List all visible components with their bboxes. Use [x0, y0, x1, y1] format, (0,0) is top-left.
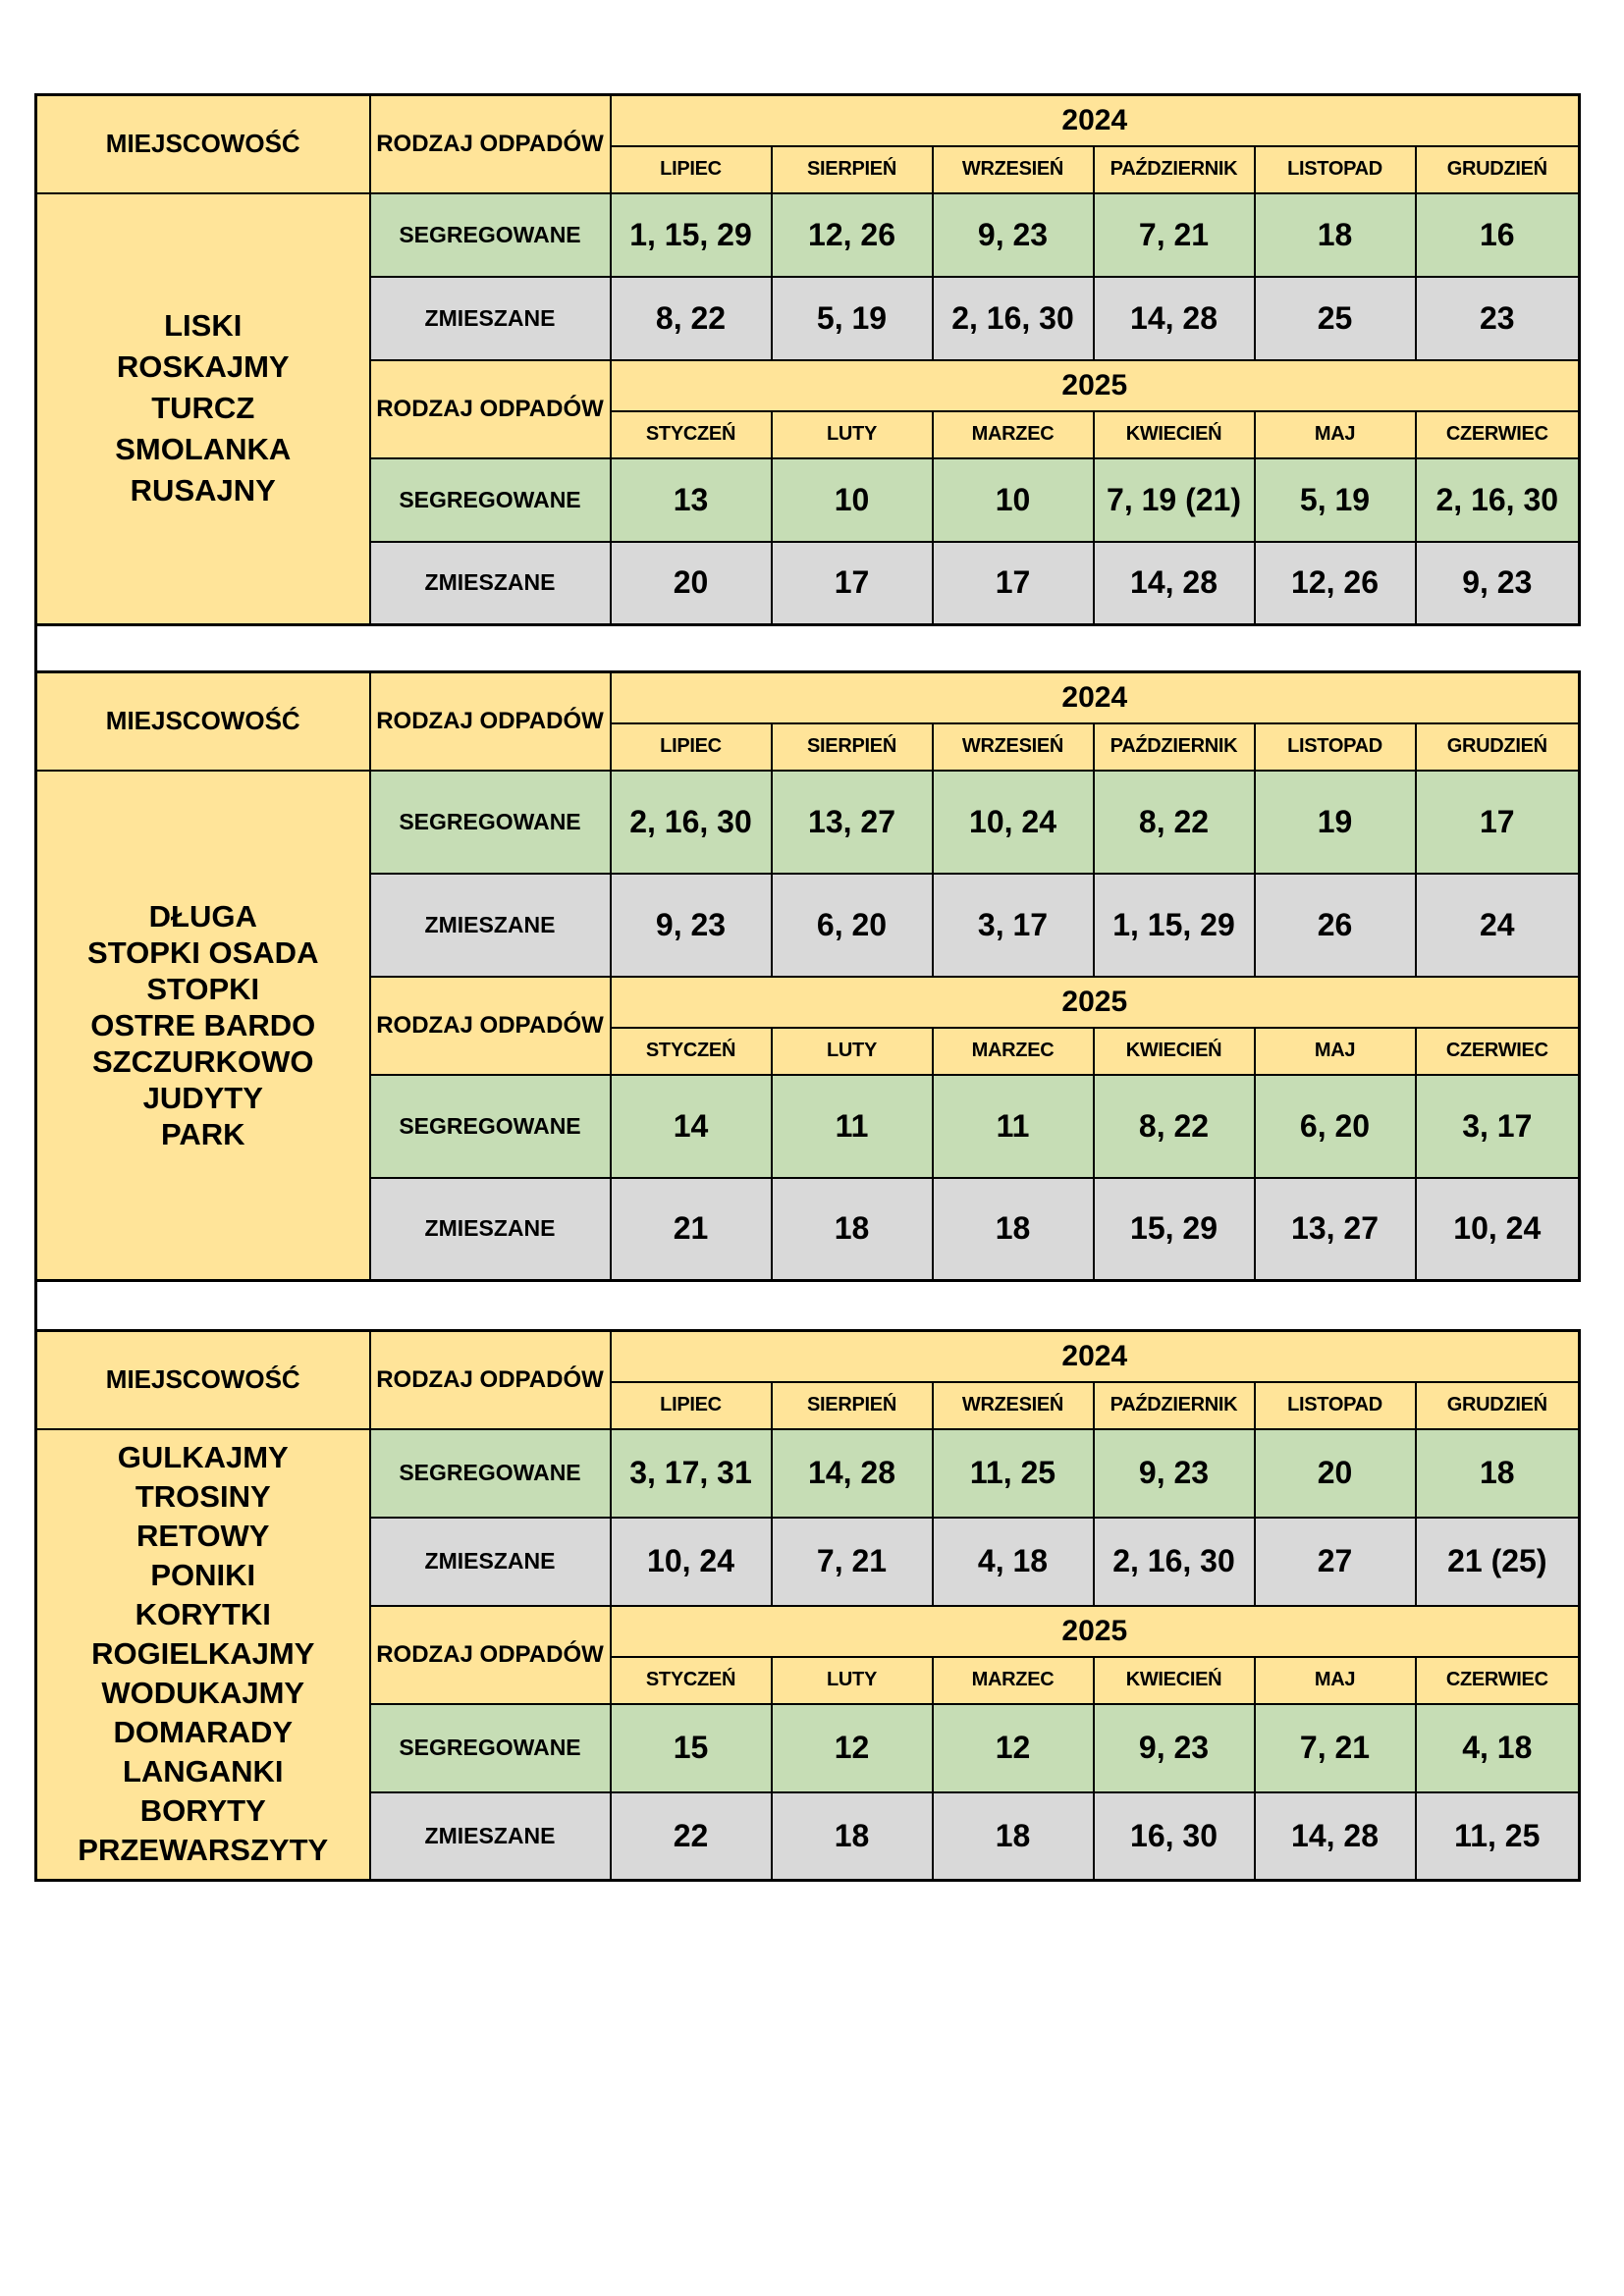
locality-item: DŁUGA [148, 898, 257, 934]
date-cell: 13 [611, 458, 772, 542]
locality-list [36, 771, 370, 1281]
date-cell: 18 [772, 1178, 933, 1281]
rodzaj-odpadow-header: RODZAJ ODPADÓW [370, 977, 611, 1075]
month-header: LIPIEC [611, 1382, 772, 1429]
date-cell: 18 [933, 1792, 1094, 1881]
month-header: KWIECIEŃ [1094, 411, 1255, 458]
locality-item: ROGIELKAJMY [91, 1636, 315, 1672]
waste-type-zmieszane: ZMIESZANE [370, 542, 611, 625]
year-header-2025: 2025 [611, 360, 1580, 411]
month-header: LUTY [772, 411, 933, 458]
date-cell: 19 [1255, 771, 1416, 874]
year-header-2025: 2025 [611, 977, 1580, 1028]
month-header: LISTOPAD [1255, 146, 1416, 193]
month-header: CZERWIEC [1416, 1028, 1580, 1075]
locality-item: TROSINY [135, 1479, 271, 1515]
year-header-2024: 2024 [611, 95, 1580, 146]
date-cell: 4, 18 [1416, 1704, 1580, 1792]
date-cell: 2, 16, 30 [1094, 1518, 1255, 1606]
date-cell: 3, 17, 31 [611, 1429, 772, 1518]
month-header: PAŹDZIERNIK [1094, 146, 1255, 193]
month-header: LISTOPAD [1255, 723, 1416, 771]
date-cell: 9, 23 [1416, 542, 1580, 625]
date-cell: 14, 28 [1094, 542, 1255, 625]
date-cell: 13, 27 [1255, 1178, 1416, 1281]
rodzaj-odpadow-header: RODZAJ ODPADÓW [370, 1606, 611, 1704]
locality-item: ROSKAJMY [116, 349, 290, 385]
date-cell: 7, 21 [1255, 1704, 1416, 1792]
month-header: STYCZEŃ [611, 1028, 772, 1075]
locality-item: SMOLANKA [115, 432, 292, 467]
waste-type-segregowane: SEGREGOWANE [370, 1075, 611, 1178]
month-header: STYCZEŃ [611, 1657, 772, 1704]
table-gap-spacer [34, 626, 1578, 670]
month-header: GRUDZIEŃ [1416, 1382, 1580, 1429]
date-cell: 16, 30 [1094, 1792, 1255, 1881]
month-header: KWIECIEŃ [1094, 1657, 1255, 1704]
month-header: GRUDZIEŃ [1416, 146, 1580, 193]
date-cell: 11, 25 [933, 1429, 1094, 1518]
locality-item: PARK [160, 1116, 245, 1151]
month-header: LIPIEC [611, 146, 772, 193]
waste-type-zmieszane: ZMIESZANE [370, 1178, 611, 1281]
waste-type-segregowane: SEGREGOWANE [370, 193, 611, 277]
waste-type-segregowane: SEGREGOWANE [370, 1704, 611, 1792]
date-cell: 14, 28 [1094, 277, 1255, 360]
month-header: MAJ [1255, 411, 1416, 458]
miejscowosc-header: MIEJSCOWOŚĆ [36, 95, 370, 193]
miejscowosc-header: MIEJSCOWOŚĆ [36, 1331, 370, 1429]
date-cell: 16 [1416, 193, 1580, 277]
date-cell: 14, 28 [1255, 1792, 1416, 1881]
year-header-2025: 2025 [611, 1606, 1580, 1657]
locality-list [36, 193, 370, 625]
date-cell: 12 [772, 1704, 933, 1792]
locality-item: PRZEWARSZYTY [78, 1833, 329, 1868]
date-cell: 22 [611, 1792, 772, 1881]
date-cell: 9, 23 [1094, 1704, 1255, 1792]
date-cell: 13, 27 [772, 771, 933, 874]
date-cell: 8, 22 [611, 277, 772, 360]
month-header: SIERPIEŃ [772, 723, 933, 771]
date-cell: 21 (25) [1416, 1518, 1580, 1606]
date-cell: 12 [933, 1704, 1094, 1792]
locality-item: SZCZURKOWO [91, 1043, 314, 1079]
date-cell: 7, 19 (21) [1094, 458, 1255, 542]
date-cell: 20 [611, 542, 772, 625]
date-cell: 2, 16, 30 [933, 277, 1094, 360]
month-header: STYCZEŃ [611, 411, 772, 458]
date-cell: 8, 22 [1094, 1075, 1255, 1178]
month-header: KWIECIEŃ [1094, 1028, 1255, 1075]
date-cell: 18 [933, 1178, 1094, 1281]
month-header: MAJ [1255, 1657, 1416, 1704]
month-header: PAŹDZIERNIK [1094, 723, 1255, 771]
rodzaj-odpadow-header: RODZAJ ODPADÓW [370, 672, 611, 771]
locality-item: STOPKI [146, 971, 260, 1006]
locality-item: OSTRE BARDO [90, 1007, 316, 1042]
date-cell: 17 [772, 542, 933, 625]
schedule-table-2 [34, 670, 1581, 1282]
month-header: WRZESIEŃ [933, 1382, 1094, 1429]
date-cell: 1, 15, 29 [611, 193, 772, 277]
date-cell: 9, 23 [611, 874, 772, 977]
month-header: CZERWIEC [1416, 1657, 1580, 1704]
date-cell: 8, 22 [1094, 771, 1255, 874]
date-cell: 2, 16, 30 [1416, 458, 1580, 542]
date-cell: 25 [1255, 277, 1416, 360]
date-cell: 3, 17 [933, 874, 1094, 977]
month-header: MARZEC [933, 1028, 1094, 1075]
month-header: MARZEC [933, 1657, 1094, 1704]
locality-item: PONIKI [150, 1558, 256, 1593]
date-cell: 10, 24 [1416, 1178, 1580, 1281]
month-header: LUTY [772, 1028, 933, 1075]
locality-item: KORYTKI [135, 1597, 271, 1632]
month-header: WRZESIEŃ [933, 146, 1094, 193]
date-cell: 9, 23 [933, 193, 1094, 277]
month-header: MARZEC [933, 411, 1094, 458]
waste-type-zmieszane: ZMIESZANE [370, 277, 611, 360]
date-cell: 14 [611, 1075, 772, 1178]
locality-item: GULKAJMY [117, 1440, 289, 1475]
date-cell: 18 [772, 1792, 933, 1881]
miejscowosc-header: MIEJSCOWOŚĆ [36, 672, 370, 771]
locality-item: STOPKI OSADA [87, 934, 319, 970]
locality-item: JUDYTY [142, 1080, 263, 1115]
date-cell: 11, 25 [1416, 1792, 1580, 1881]
waste-type-zmieszane: ZMIESZANE [370, 874, 611, 977]
month-header: LUTY [772, 1657, 933, 1704]
waste-type-segregowane: SEGREGOWANE [370, 771, 611, 874]
date-cell: 23 [1416, 277, 1580, 360]
date-cell: 12, 26 [1255, 542, 1416, 625]
locality-item: LANGANKI [122, 1754, 284, 1789]
locality-item: LISKI [164, 308, 243, 344]
date-cell: 11 [772, 1075, 933, 1178]
schedule-table-3 [34, 1329, 1581, 1882]
month-header: PAŹDZIERNIK [1094, 1382, 1255, 1429]
date-cell: 2, 16, 30 [611, 771, 772, 874]
month-header: SIERPIEŃ [772, 146, 933, 193]
date-cell: 15 [611, 1704, 772, 1792]
locality-list [36, 1429, 370, 1881]
month-header: SIERPIEŃ [772, 1382, 933, 1429]
waste-type-segregowane: SEGREGOWANE [370, 1429, 611, 1518]
date-cell: 17 [1416, 771, 1580, 874]
waste-type-zmieszane: ZMIESZANE [370, 1518, 611, 1606]
date-cell: 5, 19 [772, 277, 933, 360]
month-header: LIPIEC [611, 723, 772, 771]
date-cell: 6, 20 [1255, 1075, 1416, 1178]
date-cell: 9, 23 [1094, 1429, 1255, 1518]
locality-item: DOMARADY [113, 1715, 294, 1750]
date-cell: 4, 18 [933, 1518, 1094, 1606]
rodzaj-odpadow-header: RODZAJ ODPADÓW [370, 95, 611, 193]
month-header: CZERWIEC [1416, 411, 1580, 458]
locality-item: RUSAJNY [130, 473, 276, 508]
date-cell: 10 [772, 458, 933, 542]
date-cell: 18 [1416, 1429, 1580, 1518]
date-cell: 12, 26 [772, 193, 933, 277]
locality-item: RETOWY [136, 1519, 270, 1554]
rodzaj-odpadow-header: RODZAJ ODPADÓW [370, 1331, 611, 1429]
date-cell: 24 [1416, 874, 1580, 977]
date-cell: 20 [1255, 1429, 1416, 1518]
locality-item: TURCZ [151, 391, 255, 426]
locality-item: WODUKAJMY [101, 1676, 305, 1711]
date-cell: 11 [933, 1075, 1094, 1178]
year-header-2024: 2024 [611, 1331, 1580, 1382]
month-header: GRUDZIEŃ [1416, 723, 1580, 771]
table-gap-spacer [34, 1282, 1578, 1329]
date-cell: 5, 19 [1255, 458, 1416, 542]
date-cell: 27 [1255, 1518, 1416, 1606]
date-cell: 21 [611, 1178, 772, 1281]
date-cell: 26 [1255, 874, 1416, 977]
date-cell: 10 [933, 458, 1094, 542]
month-header: WRZESIEŃ [933, 723, 1094, 771]
date-cell: 3, 17 [1416, 1075, 1580, 1178]
date-cell: 7, 21 [1094, 193, 1255, 277]
date-cell: 15, 29 [1094, 1178, 1255, 1281]
date-cell: 17 [933, 542, 1094, 625]
rodzaj-odpadow-header: RODZAJ ODPADÓW [370, 360, 611, 458]
date-cell: 10, 24 [611, 1518, 772, 1606]
date-cell: 7, 21 [772, 1518, 933, 1606]
schedule-table-1 [34, 93, 1581, 626]
month-header: MAJ [1255, 1028, 1416, 1075]
date-cell: 18 [1255, 193, 1416, 277]
month-header: LISTOPAD [1255, 1382, 1416, 1429]
locality-item: BORYTY [139, 1793, 266, 1829]
waste-type-zmieszane: ZMIESZANE [370, 1792, 611, 1881]
date-cell: 6, 20 [772, 874, 933, 977]
date-cell: 1, 15, 29 [1094, 874, 1255, 977]
date-cell: 14, 28 [772, 1429, 933, 1518]
year-header-2024: 2024 [611, 672, 1580, 723]
waste-type-segregowane: SEGREGOWANE [370, 458, 611, 542]
date-cell: 10, 24 [933, 771, 1094, 874]
